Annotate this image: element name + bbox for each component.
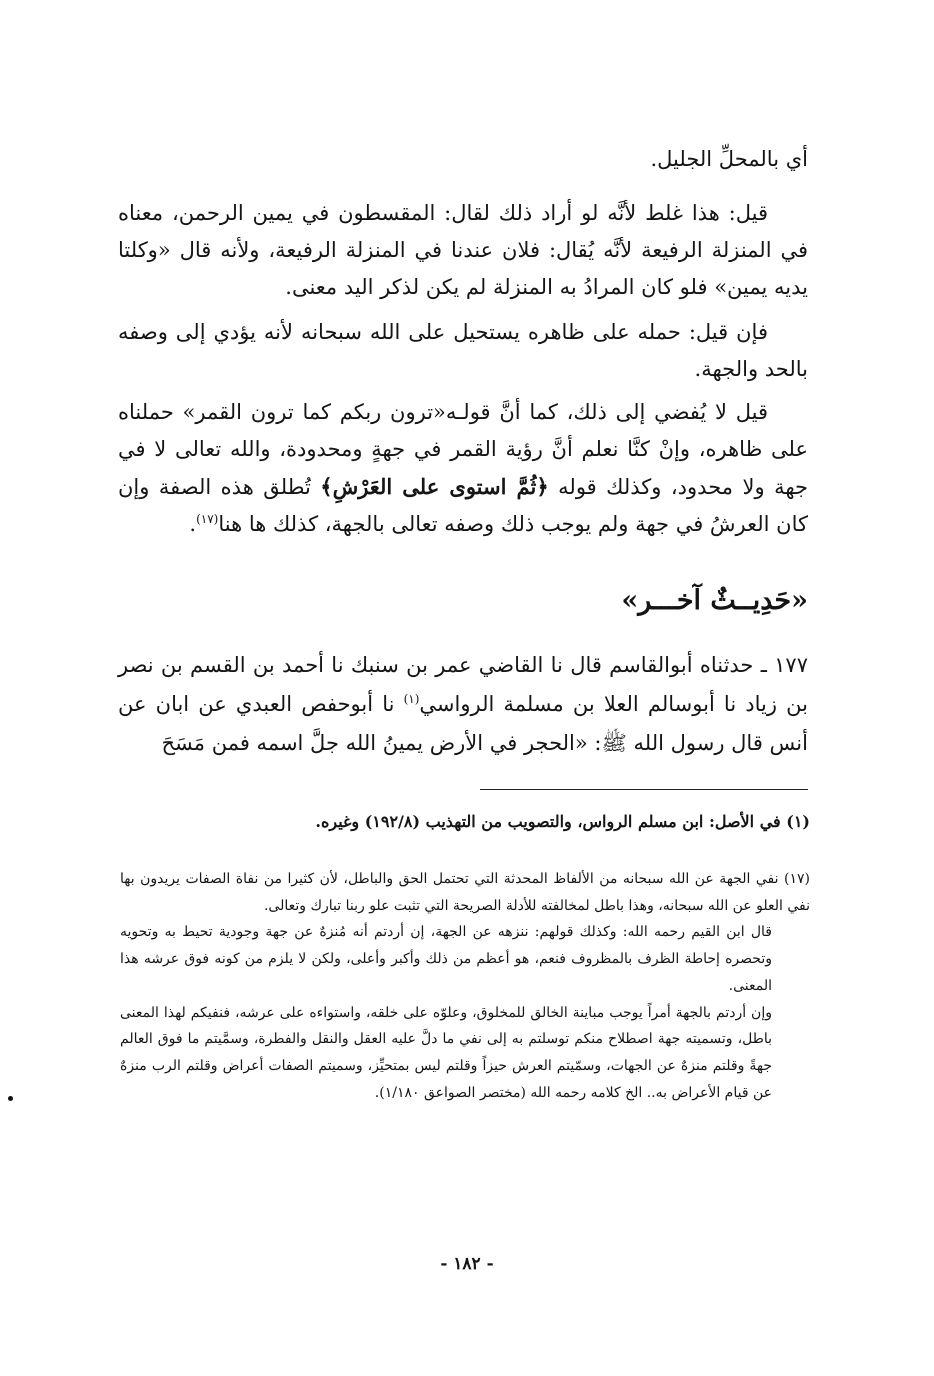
page-number: - ١٨٢ -	[440, 1254, 494, 1274]
footnote-17-marker: (١٧)	[784, 871, 811, 887]
quran-verse: ﴿ثُمَّ استوى على العَرْشِ﴾	[320, 474, 549, 499]
paragraph-objection	[118, 314, 808, 388]
footnote-17-text-3: وإن أردتم بالجهة أمراً يوجب مباينة الخالق للمخلوق، وعلوّه على خلقه، واستواءه على عرشه، فنفيكم لهذا المعنى باطل، وتسميته جهة اصطلاح منكم توسلتم به إلى نفي ما دلَّ عليه العقل والنقل والفطرة، وسمَّيتم ما فوق العالم جهةً وقلتم منزهٌ عن الجهات، وسمّيتم العرش حيزاً وقلتم ليس بمتحيِّز، وسميتم الصفات أعراض وقلتم الرب منزهٌ عن قيام الأعراض به.. الخ كلامه رحمه الله (مختصر الصواعق ١/١٨٠).	[120, 1004, 772, 1101]
footnote-ref-17[interactable]: (١٧)	[196, 512, 219, 526]
footnote-17	[120, 866, 810, 1106]
hadith-177	[118, 646, 808, 763]
paragraph-right-hand-interpretation	[118, 195, 808, 306]
paragraph-3-continuation: تُطلق هذه الصفة وإن كان العرشُ في جهة ولم يوجب ذلك وصفه تعالى بالجهة، كذلك ها هنا	[118, 475, 808, 536]
opening-line-text: أي بالمحلِّ الجليل.	[650, 147, 808, 171]
footnote-17-text-1: نفي الجهة عن الله سبحانه من الألفاظ المحدثة التي تحتمل الحق والباطل، لأن كثيرا من نفاة الصفات يريدون بها نفي العلو عن الله سبحانه، وهذا باطل لمخالفته للأدلة الصريحة التي تثبت علو ربنا تبارك وتعالى.	[120, 871, 810, 914]
paragraph-1-text: قيل: هذا غلط لأنَّه لو أراد ذلك لقال: المقسطون في يمين الرحمن، معناه في المنزلة الرفيعة لأنَّه يُقال: فلان عندنا في المنزلة الرفيعة، ولأنه قال «وكلتا يديه يمين» فلو كان المرادُ به المنزلة لم يكن لذكر اليد معنى.	[118, 201, 808, 299]
footnote-17-paragraph-2	[120, 919, 810, 999]
opening-line	[118, 141, 808, 178]
scan-speck	[8, 1096, 13, 1101]
paragraph-3-text: قيل لا يُفضي إلى ذلك، كما أنَّ قولـه«ترون ربكم كما ترون القمر» حملناه على ظاهره، وإنْ كنَّا نعلم أنَّ رؤية القمر في جهةٍ ومحدودة، والله تعالى لا في جهة ولا محدود، وكذلك قوله	[118, 400, 808, 499]
footnote-1: (١) في الأصل: ابن مسلم الرواس، والتصويب من التهذيب (١٩٢/٨) وغيره.	[315, 812, 810, 831]
hadith-chain-text: ١٧٧ ـ حدثناه أبوالقاسم قال نا القاضي عمر بن سنبك نا أحمد بن القسم بن نصر بن زياد نا أبوسالم العلا بن مسلمة الرواسي	[118, 653, 808, 716]
section-heading: «حَدِيــثٌ آخـــر»	[621, 585, 808, 616]
paragraph-3-end: .	[189, 512, 197, 536]
footnote-17-text-2: قال ابن القيم رحمه الله: وكذلك قولهم: ننزهه عن الجهة، إن أردتم أنه مُنزهٌ عن جهة وجودية تحيط به وتحويه وتحصره إحاطة الظرف بالمظروف فنعم، هو أعظم من ذلك وأكبر وأعلى، ولكن لا يلزم من كونه فوق عرشه هذا المعنى.	[120, 924, 772, 994]
hadith-matn-text: نا أبوحفص العبدي عن ابان عن أنس قال رسول الله ﷺ: «الحجر في الأرض يمينُ الله جلَّ اسمه فمن مَسَحَ	[118, 692, 808, 755]
paragraph-2-text: فإن قيل: حمله على ظاهره يستحيل على الله سبحانه لأنه يؤدي إلى وصفه بالحد والجهة.	[118, 320, 808, 381]
footnote-ref-1[interactable]: (١)	[403, 692, 420, 706]
footnote-separator	[480, 789, 808, 790]
paragraph-response	[118, 394, 808, 543]
footnote-17-paragraph-1	[120, 866, 810, 919]
footnote-17-paragraph-3	[120, 1000, 810, 1107]
